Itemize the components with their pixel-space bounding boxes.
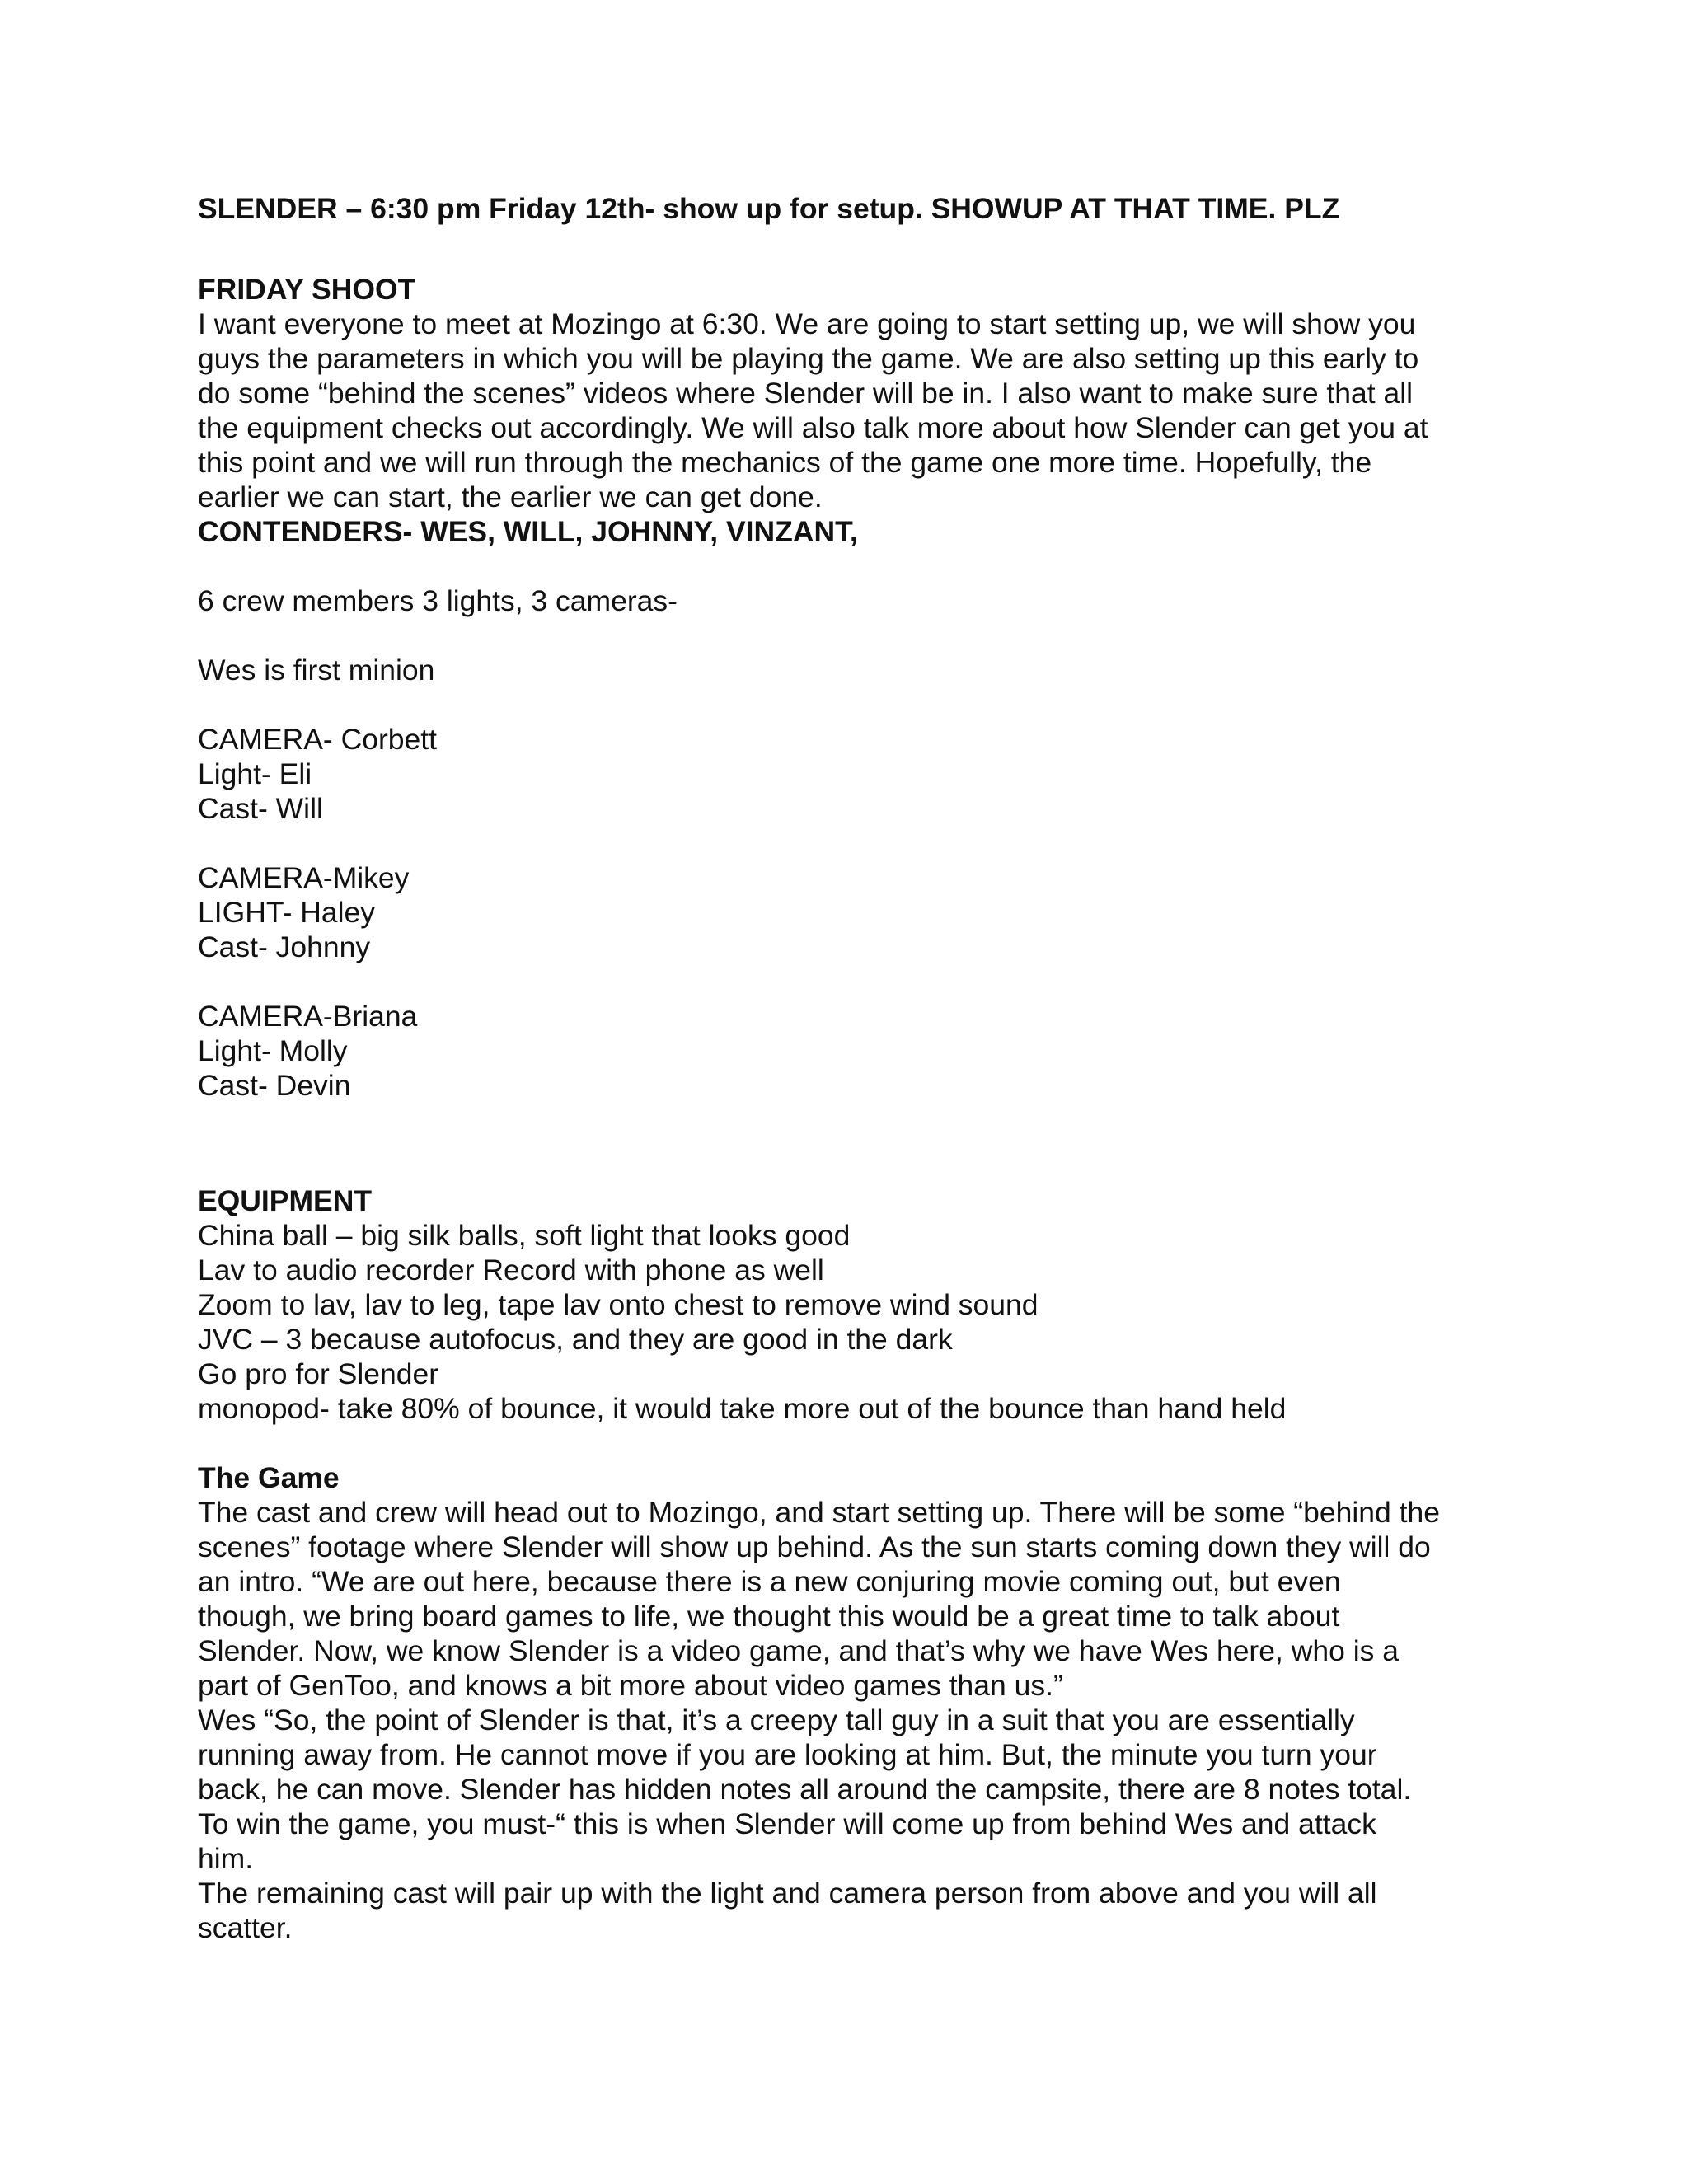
equipment-item: monopod- take 80% of bounce, it would take more out of the bounce than hand held: [198, 1392, 1287, 1425]
paragraph-line: To win the game, you must-“ this is when Slender will come up from behind Wes and attack: [198, 1807, 1376, 1840]
team-light: LIGHT- Haley: [198, 896, 376, 929]
team-camera: CAMERA-Mikey: [198, 861, 410, 894]
team-camera: CAMERA- Corbett: [198, 723, 437, 756]
paragraph-line: scenes” footage where Slender will show up behind. As the sun starts coming down they will do: [198, 1530, 1431, 1563]
crew-team-3: [198, 999, 1500, 1103]
paragraph-line: Slender. Now, we know Slender is a video game, and that’s why we have Wes here, who is a: [198, 1634, 1399, 1667]
equipment-item: JVC – 3 because autofocus, and they are good in the dark: [198, 1323, 953, 1356]
team-camera: CAMERA-Briana: [198, 1000, 418, 1033]
team-light: Light- Eli: [198, 757, 312, 790]
equipment-item: Zoom to lav, lav to leg, tape lav onto chest to remove wind sound: [198, 1288, 1039, 1321]
paragraph-line: back, he can move. Slender has hidden notes all around the campsite, there are 8 notes total.: [198, 1773, 1412, 1806]
paragraph-line: I want everyone to meet at Mozingo at 6:30. We are going to start setting up, we will show you: [198, 307, 1416, 340]
equipment-list: [198, 1218, 1500, 1426]
paragraph-line: though, we bring board games to life, we thought this would be a great time to talk about: [198, 1600, 1340, 1633]
paragraph-line: The cast and crew will head out to Mozingo, and start setting up. There will be some “behind the: [198, 1496, 1440, 1529]
game-paragraph: [198, 1495, 1500, 1945]
paragraph-line: running away from. He cannot move if you are looking at him. But, the minute you turn your: [198, 1738, 1377, 1771]
team-cast: Cast- Johnny: [198, 930, 371, 963]
paragraph-line: him.: [198, 1842, 254, 1875]
equipment-item: Go pro for Slender: [198, 1357, 439, 1390]
team-cast: Cast- Will: [198, 792, 323, 825]
paragraph-line: scatter.: [198, 1911, 293, 1944]
paragraph-line: guys the parameters in which you will be playing the game. We are also setting up this early to: [198, 342, 1419, 375]
first-minion-note: Wes is first minion: [198, 654, 435, 687]
document-page: [198, 191, 1500, 1945]
team-cast: Cast- Devin: [198, 1069, 351, 1102]
paragraph-line: the equipment checks out accordingly. We will also talk more about how Slender can get you at: [198, 411, 1428, 444]
team-light: Light- Molly: [198, 1034, 348, 1067]
paragraph-line: an intro. “We are out here, because there is a new conjuring movie coming out, but even: [198, 1565, 1341, 1598]
equipment-item: Lav to audio recorder Record with phone as well: [198, 1254, 824, 1286]
paragraph-line: Wes “So, the point of Slender is that, it’s a creepy tall guy in a suit that you are essentially: [198, 1704, 1355, 1736]
contenders-line: CONTENDERS- WES, WILL, JOHNNY, VINZANT,: [198, 515, 858, 548]
equipment-heading: EQUIPMENT: [198, 1184, 373, 1217]
crew-team-1: [198, 722, 1500, 826]
friday-shoot-paragraph: [198, 307, 1500, 514]
paragraph-line: this point and we will run through the mechanics of the game one more time. Hopefully, the: [198, 446, 1372, 479]
paragraph-line: The remaining cast will pair up with the light and camera person from above and you will all: [198, 1877, 1377, 1910]
crew-team-2: [198, 860, 1500, 964]
paragraph-line: do some “behind the scenes” videos where Slender will be in. I also want to make sure that all: [198, 377, 1414, 410]
document-title: SLENDER – 6:30 pm Friday 12th- show up for setup. SHOWUP AT THAT TIME. PLZ: [198, 192, 1340, 225]
game-heading: The Game: [198, 1461, 340, 1494]
paragraph-line: part of GenToo, and knows a bit more about video games than us.”: [198, 1669, 1063, 1702]
paragraph-line: earlier we can start, the earlier we can get done.: [198, 480, 823, 513]
equipment-item: China ball – big silk balls, soft light that looks good: [198, 1219, 851, 1252]
crew-summary: 6 crew members 3 lights, 3 cameras-: [198, 584, 678, 617]
friday-shoot-heading: FRIDAY SHOOT: [198, 273, 416, 306]
